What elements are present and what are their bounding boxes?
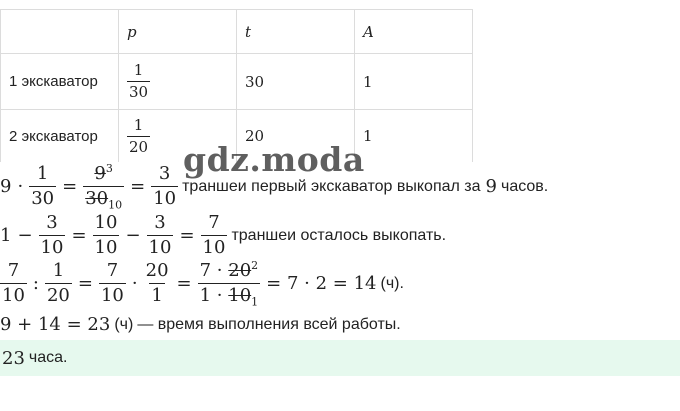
row-name: 1 экскаватор xyxy=(1,54,119,110)
p-numerator: 1 xyxy=(133,61,144,79)
math-operator: − xyxy=(17,225,33,246)
answer-box xyxy=(0,340,680,376)
answer-value: 23 xyxy=(2,347,25,369)
p-numerator: 1 xyxy=(133,115,144,134)
denominator: 30 xyxy=(31,188,55,210)
denominator: 10 xyxy=(100,285,124,307)
denominator: 10 xyxy=(153,188,177,210)
solution-line-3 xyxy=(0,260,404,308)
p-fraction xyxy=(127,63,150,100)
header-cell-empty xyxy=(1,10,119,54)
math-expression: = 7 · 2 = 14 xyxy=(266,273,377,295)
solution-line-1 xyxy=(0,163,548,211)
p-denominator: 30 xyxy=(129,83,149,101)
row-t: 30 xyxy=(237,54,355,110)
fraction xyxy=(29,165,56,208)
solution-line-4 xyxy=(0,314,401,335)
math-operator: = xyxy=(77,273,93,295)
header-cell-p: p xyxy=(119,10,237,54)
numerator xyxy=(92,163,114,186)
numerator: 7 xyxy=(7,260,20,282)
numerator: 3 xyxy=(158,163,171,185)
row-t: 20 xyxy=(237,110,355,163)
fraction xyxy=(39,214,66,257)
math-operator: = xyxy=(71,225,87,246)
reduced-sub: 1 xyxy=(251,295,259,309)
header-cell-a: A xyxy=(355,10,473,54)
math-operator: · xyxy=(131,273,138,295)
line-text: траншеи осталось выкопать. xyxy=(231,226,447,244)
denominator: 10 xyxy=(2,285,25,307)
math-operator: = xyxy=(179,225,195,246)
line-text: — время выполнения всей работы. xyxy=(137,315,401,333)
math-number: 9 xyxy=(0,176,12,198)
math-operator: · xyxy=(17,176,24,198)
math-operator: = xyxy=(62,176,78,198)
fraction xyxy=(151,165,178,208)
denominator: 10 xyxy=(202,237,226,258)
reduced-sup: 2 xyxy=(251,259,259,272)
numerator: 1 xyxy=(52,260,65,282)
solution-line-2 xyxy=(0,214,446,257)
math-operator: = xyxy=(130,176,146,198)
unit-text: (ч). xyxy=(380,274,404,292)
denominator xyxy=(83,186,124,211)
denominator: 10 xyxy=(40,237,64,258)
numerator: 10 xyxy=(94,212,118,233)
header-cell-t: t xyxy=(237,10,355,54)
denominator: 1 xyxy=(151,285,163,307)
line-text: часов. xyxy=(500,177,549,195)
p-fraction xyxy=(127,115,150,156)
fraction xyxy=(45,262,72,305)
math-operator: = xyxy=(176,273,192,295)
reduced-sup: 3 xyxy=(105,162,113,175)
numerator-part: 7 · xyxy=(199,260,223,281)
fraction-reduced xyxy=(198,260,261,308)
struck-number: 9 xyxy=(94,163,106,184)
reduced-sub: 10 xyxy=(108,198,123,212)
fraction xyxy=(144,262,171,305)
numerator xyxy=(198,260,261,283)
fraction xyxy=(147,214,174,257)
fraction xyxy=(99,262,126,305)
row-p xyxy=(119,54,237,110)
struck-number: 30 xyxy=(85,188,109,209)
struck-number: 10 xyxy=(228,285,252,306)
struck-number: 20 xyxy=(228,260,252,281)
fraction-reduced xyxy=(83,163,124,211)
table-header-row xyxy=(1,10,473,54)
unit-text: (ч) xyxy=(114,315,134,333)
p-denominator: 20 xyxy=(129,137,149,156)
line-text: траншеи первый экскаватор выкопал за xyxy=(182,177,481,195)
denominator-part: 1 · xyxy=(199,285,223,306)
numerator: 1 xyxy=(36,163,49,185)
answer-text: часа. xyxy=(28,349,68,366)
fraction xyxy=(201,214,228,257)
fraction xyxy=(93,214,120,257)
denominator: 10 xyxy=(94,237,118,258)
watermark: gdz.moda xyxy=(183,140,365,179)
numerator: 3 xyxy=(46,212,58,233)
numerator: 7 xyxy=(208,212,220,233)
denominator: 20 xyxy=(46,285,70,307)
denominator: 10 xyxy=(148,237,172,258)
table-row xyxy=(1,54,473,110)
math-number: 9 xyxy=(485,176,497,198)
denominator xyxy=(198,283,261,308)
math-expression: 9 + 14 = 23 xyxy=(0,314,111,335)
numerator: 7 xyxy=(106,260,119,282)
math-number: 1 xyxy=(0,225,12,246)
row-a: 1 xyxy=(355,54,473,110)
math-operator: − xyxy=(125,225,141,246)
math-operator: : xyxy=(32,273,39,295)
fraction xyxy=(0,262,27,305)
numerator: 20 xyxy=(145,260,169,282)
numerator: 3 xyxy=(154,212,166,233)
row-name: 2 экскаватор xyxy=(1,110,119,163)
row-a: 1 xyxy=(355,110,473,163)
